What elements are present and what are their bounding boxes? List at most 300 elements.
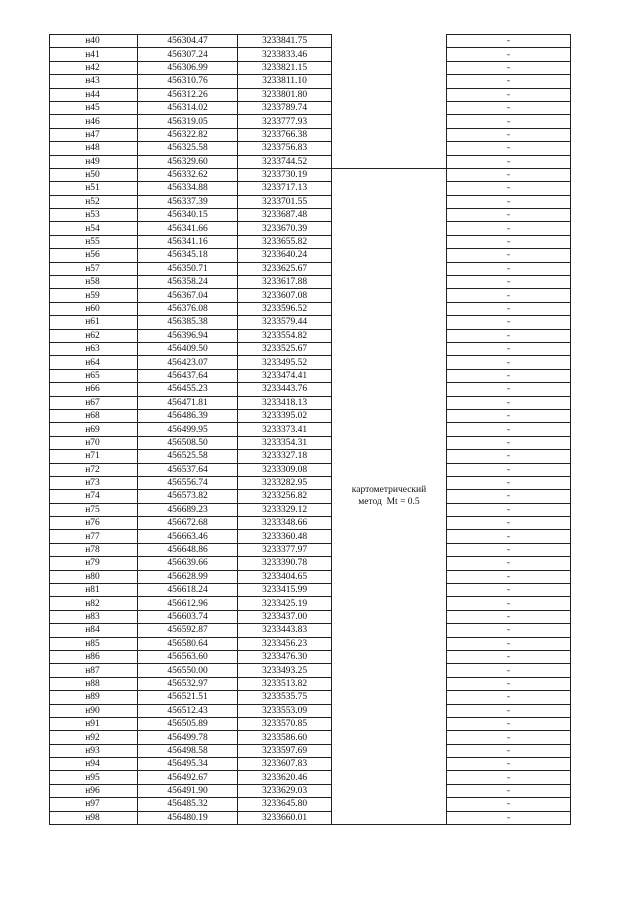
point-id-cell: н68 <box>50 409 138 422</box>
coordinates-table <box>49 34 571 825</box>
value-cell: - <box>447 182 571 195</box>
point-id-cell: н48 <box>50 142 138 155</box>
value-cell: - <box>447 396 571 409</box>
table-row <box>50 624 571 637</box>
point-id-cell: н76 <box>50 517 138 530</box>
y-coordinate-cell: 3233476.30 <box>238 650 332 663</box>
value-cell: - <box>447 503 571 516</box>
value-cell: - <box>447 409 571 422</box>
point-id-cell: н46 <box>50 115 138 128</box>
point-id-cell: н50 <box>50 168 138 181</box>
x-coordinate-cell: 456341.16 <box>138 235 238 248</box>
y-coordinate-cell: 3233586.60 <box>238 731 332 744</box>
point-id-cell: н59 <box>50 289 138 302</box>
x-coordinate-cell: 456592.87 <box>138 624 238 637</box>
x-coordinate-cell: 456358.24 <box>138 276 238 289</box>
point-id-cell: н72 <box>50 463 138 476</box>
table-row <box>50 195 571 208</box>
method-cell-empty <box>332 155 447 168</box>
table-row <box>50 731 571 744</box>
table-row <box>50 383 571 396</box>
value-cell: - <box>447 356 571 369</box>
point-id-cell: н93 <box>50 744 138 757</box>
point-id-cell: н56 <box>50 249 138 262</box>
x-coordinate-cell: 456329.60 <box>138 155 238 168</box>
point-id-cell: н53 <box>50 209 138 222</box>
y-coordinate-cell: 3233789.74 <box>238 101 332 114</box>
value-cell: - <box>447 650 571 663</box>
table-row <box>50 584 571 597</box>
x-coordinate-cell: 456350.71 <box>138 262 238 275</box>
table-row <box>50 329 571 342</box>
method-cell-empty <box>332 35 447 48</box>
point-id-cell: н75 <box>50 503 138 516</box>
x-coordinate-cell: 456306.99 <box>138 61 238 74</box>
value-cell: - <box>447 557 571 570</box>
value-cell: - <box>447 637 571 650</box>
x-coordinate-cell: 456491.90 <box>138 784 238 797</box>
point-id-cell: н69 <box>50 423 138 436</box>
value-cell: - <box>447 664 571 677</box>
x-coordinate-cell: 456563.60 <box>138 650 238 663</box>
y-coordinate-cell: 3233390.78 <box>238 557 332 570</box>
point-id-cell: н97 <box>50 798 138 811</box>
x-coordinate-cell: 456498.58 <box>138 744 238 757</box>
y-coordinate-cell: 3233607.08 <box>238 289 332 302</box>
table-row <box>50 209 571 222</box>
method-cell-empty <box>332 48 447 61</box>
x-coordinate-cell: 456532.97 <box>138 677 238 690</box>
table-row <box>50 155 571 168</box>
table-row <box>50 249 571 262</box>
point-id-cell: н96 <box>50 784 138 797</box>
point-id-cell: н98 <box>50 811 138 824</box>
table-row <box>50 610 571 623</box>
point-id-cell: н83 <box>50 610 138 623</box>
y-coordinate-cell: 3233348.66 <box>238 517 332 530</box>
value-cell: - <box>447 517 571 530</box>
y-coordinate-cell: 3233282.95 <box>238 476 332 489</box>
table-row <box>50 811 571 824</box>
y-coordinate-cell: 3233620.46 <box>238 771 332 784</box>
table-row <box>50 142 571 155</box>
x-coordinate-cell: 456508.50 <box>138 436 238 449</box>
y-coordinate-cell: 3233640.24 <box>238 249 332 262</box>
point-id-cell: н42 <box>50 61 138 74</box>
y-coordinate-cell: 3233766.38 <box>238 128 332 141</box>
value-cell: - <box>447 490 571 503</box>
y-coordinate-cell: 3233329.12 <box>238 503 332 516</box>
table-row <box>50 61 571 74</box>
table-row <box>50 436 571 449</box>
x-coordinate-cell: 456672.68 <box>138 517 238 530</box>
value-cell: - <box>447 369 571 382</box>
point-id-cell: н71 <box>50 450 138 463</box>
y-coordinate-cell: 3233596.52 <box>238 302 332 315</box>
value-cell: - <box>447 758 571 771</box>
value-cell: - <box>447 302 571 315</box>
value-cell: - <box>447 142 571 155</box>
table-row <box>50 798 571 811</box>
point-id-cell: н58 <box>50 276 138 289</box>
value-cell: - <box>447 450 571 463</box>
value-cell: - <box>447 155 571 168</box>
x-coordinate-cell: 456573.82 <box>138 490 238 503</box>
x-coordinate-cell: 456304.47 <box>138 35 238 48</box>
value-cell: - <box>447 677 571 690</box>
x-coordinate-cell: 456556.74 <box>138 476 238 489</box>
y-coordinate-cell: 3233495.52 <box>238 356 332 369</box>
point-id-cell: н66 <box>50 383 138 396</box>
table-row <box>50 276 571 289</box>
point-id-cell: н95 <box>50 771 138 784</box>
table-row <box>50 517 571 530</box>
x-coordinate-cell: 456485.32 <box>138 798 238 811</box>
table-row <box>50 409 571 422</box>
point-id-cell: н70 <box>50 436 138 449</box>
value-cell: - <box>447 168 571 181</box>
y-coordinate-cell: 3233404.65 <box>238 570 332 583</box>
table-row <box>50 35 571 48</box>
table-row <box>50 356 571 369</box>
point-id-cell: н78 <box>50 543 138 556</box>
value-cell: - <box>447 624 571 637</box>
y-coordinate-cell: 3233655.82 <box>238 235 332 248</box>
y-coordinate-cell: 3233443.76 <box>238 383 332 396</box>
x-coordinate-cell: 456580.64 <box>138 637 238 650</box>
y-coordinate-cell: 3233687.48 <box>238 209 332 222</box>
y-coordinate-cell: 3233629.03 <box>238 784 332 797</box>
y-coordinate-cell: 3233833.46 <box>238 48 332 61</box>
table-row <box>50 530 571 543</box>
x-coordinate-cell: 456521.51 <box>138 691 238 704</box>
y-coordinate-cell: 3233607.83 <box>238 758 332 771</box>
x-coordinate-cell: 456550.00 <box>138 664 238 677</box>
x-coordinate-cell: 456325.58 <box>138 142 238 155</box>
x-coordinate-cell: 456525.58 <box>138 450 238 463</box>
table-row <box>50 316 571 329</box>
table-row <box>50 450 571 463</box>
y-coordinate-cell: 3233377.97 <box>238 543 332 556</box>
point-id-cell: н88 <box>50 677 138 690</box>
y-coordinate-cell: 3233841.75 <box>238 35 332 48</box>
value-cell: - <box>447 463 571 476</box>
x-coordinate-cell: 456537.64 <box>138 463 238 476</box>
method-cell-empty <box>332 101 447 114</box>
table-row <box>50 717 571 730</box>
table-row <box>50 168 571 181</box>
value-cell: - <box>447 115 571 128</box>
point-id-cell: н84 <box>50 624 138 637</box>
table-row <box>50 570 571 583</box>
point-id-cell: н91 <box>50 717 138 730</box>
y-coordinate-cell: 3233395.02 <box>238 409 332 422</box>
x-coordinate-cell: 456332.62 <box>138 168 238 181</box>
x-coordinate-cell: 456486.39 <box>138 409 238 422</box>
value-cell: - <box>447 101 571 114</box>
x-coordinate-cell: 456376.08 <box>138 302 238 315</box>
point-id-cell: н62 <box>50 329 138 342</box>
table-row <box>50 182 571 195</box>
x-coordinate-cell: 456341.66 <box>138 222 238 235</box>
y-coordinate-cell: 3233625.67 <box>238 262 332 275</box>
x-coordinate-cell: 456345.18 <box>138 249 238 262</box>
table-row <box>50 597 571 610</box>
point-id-cell: н44 <box>50 88 138 101</box>
table-row <box>50 637 571 650</box>
point-id-cell: н61 <box>50 316 138 329</box>
x-coordinate-cell: 456648.86 <box>138 543 238 556</box>
y-coordinate-cell: 3233493.25 <box>238 664 332 677</box>
point-id-cell: н80 <box>50 570 138 583</box>
table-row <box>50 88 571 101</box>
x-coordinate-cell: 456340.15 <box>138 209 238 222</box>
y-coordinate-cell: 3233373.41 <box>238 423 332 436</box>
point-id-cell: н64 <box>50 356 138 369</box>
point-id-cell: н86 <box>50 650 138 663</box>
value-cell: - <box>447 744 571 757</box>
y-coordinate-cell: 3233525.67 <box>238 342 332 355</box>
value-cell: - <box>447 342 571 355</box>
method-label-line1: картометрический <box>351 485 427 496</box>
x-coordinate-cell: 456455.23 <box>138 383 238 396</box>
y-coordinate-cell: 3233777.93 <box>238 115 332 128</box>
point-id-cell: н65 <box>50 369 138 382</box>
table-row <box>50 476 571 489</box>
x-coordinate-cell: 456423.07 <box>138 356 238 369</box>
y-coordinate-cell: 3233443.83 <box>238 624 332 637</box>
table-row <box>50 101 571 114</box>
point-id-cell: н51 <box>50 182 138 195</box>
y-coordinate-cell: 3233701.55 <box>238 195 332 208</box>
y-coordinate-cell: 3233553.09 <box>238 704 332 717</box>
table-row <box>50 650 571 663</box>
table-row <box>50 342 571 355</box>
coordinates-table-body <box>50 35 571 825</box>
x-coordinate-cell: 456689.23 <box>138 503 238 516</box>
y-coordinate-cell: 3233425.19 <box>238 597 332 610</box>
method-cell-empty <box>332 61 447 74</box>
x-coordinate-cell: 456512.43 <box>138 704 238 717</box>
y-coordinate-cell: 3233418.13 <box>238 396 332 409</box>
x-coordinate-cell: 456396.94 <box>138 329 238 342</box>
value-cell: - <box>447 597 571 610</box>
x-coordinate-cell: 456639.66 <box>138 557 238 570</box>
y-coordinate-cell: 3233617.88 <box>238 276 332 289</box>
y-coordinate-cell: 3233437.00 <box>238 610 332 623</box>
table-row <box>50 677 571 690</box>
point-id-cell: н60 <box>50 302 138 315</box>
y-coordinate-cell: 3233645.80 <box>238 798 332 811</box>
x-coordinate-cell: 456499.78 <box>138 731 238 744</box>
value-cell: - <box>447 798 571 811</box>
point-id-cell: н47 <box>50 128 138 141</box>
y-coordinate-cell: 3233811.10 <box>238 75 332 88</box>
y-coordinate-cell: 3233456.23 <box>238 637 332 650</box>
point-id-cell: н82 <box>50 597 138 610</box>
y-coordinate-cell: 3233474.41 <box>238 369 332 382</box>
value-cell: - <box>447 530 571 543</box>
table-row <box>50 463 571 476</box>
value-cell: - <box>447 543 571 556</box>
x-coordinate-cell: 456437.64 <box>138 369 238 382</box>
value-cell: - <box>447 704 571 717</box>
table-row <box>50 302 571 315</box>
value-cell: - <box>447 584 571 597</box>
y-coordinate-cell: 3233256.82 <box>238 490 332 503</box>
x-coordinate-cell: 456310.76 <box>138 75 238 88</box>
table-row <box>50 75 571 88</box>
table-row <box>50 758 571 771</box>
value-cell: - <box>447 784 571 797</box>
x-coordinate-cell: 456480.19 <box>138 811 238 824</box>
method-cell-empty <box>332 88 447 101</box>
value-cell: - <box>447 289 571 302</box>
table-row <box>50 128 571 141</box>
point-id-cell: н67 <box>50 396 138 409</box>
value-cell: - <box>447 731 571 744</box>
value-cell: - <box>447 88 571 101</box>
point-id-cell: н87 <box>50 664 138 677</box>
point-id-cell: н55 <box>50 235 138 248</box>
x-coordinate-cell: 456319.05 <box>138 115 238 128</box>
value-cell: - <box>447 262 571 275</box>
method-cell-empty <box>332 75 447 88</box>
table-row <box>50 369 571 382</box>
value-cell: - <box>447 222 571 235</box>
x-coordinate-cell: 456603.74 <box>138 610 238 623</box>
table-row <box>50 423 571 436</box>
x-coordinate-cell: 456312.26 <box>138 88 238 101</box>
value-cell: - <box>447 35 571 48</box>
y-coordinate-cell: 3233513.82 <box>238 677 332 690</box>
y-coordinate-cell: 3233670.39 <box>238 222 332 235</box>
value-cell: - <box>447 610 571 623</box>
method-cell-empty <box>332 115 447 128</box>
table-row <box>50 490 571 503</box>
x-coordinate-cell: 456385.38 <box>138 316 238 329</box>
x-coordinate-cell: 456307.24 <box>138 48 238 61</box>
table-row <box>50 744 571 757</box>
value-cell: - <box>447 75 571 88</box>
value-cell: - <box>447 717 571 730</box>
value-cell: - <box>447 423 571 436</box>
x-coordinate-cell: 456337.39 <box>138 195 238 208</box>
value-cell: - <box>447 436 571 449</box>
point-id-cell: н40 <box>50 35 138 48</box>
table-row <box>50 503 571 516</box>
x-coordinate-cell: 456367.04 <box>138 289 238 302</box>
value-cell: - <box>447 691 571 704</box>
y-coordinate-cell: 3233756.83 <box>238 142 332 155</box>
point-id-cell: н49 <box>50 155 138 168</box>
value-cell: - <box>447 811 571 824</box>
method-cell-empty <box>332 142 447 155</box>
value-cell: - <box>447 771 571 784</box>
value-cell: - <box>447 195 571 208</box>
point-id-cell: н45 <box>50 101 138 114</box>
table-row <box>50 784 571 797</box>
y-coordinate-cell: 3233554.82 <box>238 329 332 342</box>
table-row <box>50 691 571 704</box>
point-id-cell: н79 <box>50 557 138 570</box>
value-cell: - <box>447 48 571 61</box>
point-id-cell: н90 <box>50 704 138 717</box>
table-row <box>50 222 571 235</box>
point-id-cell: н92 <box>50 731 138 744</box>
point-id-cell: н77 <box>50 530 138 543</box>
x-coordinate-cell: 456628.99 <box>138 570 238 583</box>
point-id-cell: н81 <box>50 584 138 597</box>
value-cell: - <box>447 235 571 248</box>
table-row <box>50 396 571 409</box>
point-id-cell: н63 <box>50 342 138 355</box>
x-coordinate-cell: 456495.34 <box>138 758 238 771</box>
point-id-cell: н54 <box>50 222 138 235</box>
table-row <box>50 664 571 677</box>
point-id-cell: н52 <box>50 195 138 208</box>
value-cell: - <box>447 128 571 141</box>
value-cell: - <box>447 61 571 74</box>
y-coordinate-cell: 3233660.01 <box>238 811 332 824</box>
x-coordinate-cell: 456409.50 <box>138 342 238 355</box>
y-coordinate-cell: 3233570.85 <box>238 717 332 730</box>
value-cell: - <box>447 476 571 489</box>
point-id-cell: н74 <box>50 490 138 503</box>
y-coordinate-cell: 3233415.99 <box>238 584 332 597</box>
method-cell-empty <box>332 128 447 141</box>
x-coordinate-cell: 456471.81 <box>138 396 238 409</box>
x-coordinate-cell: 456663.46 <box>138 530 238 543</box>
value-cell: - <box>447 316 571 329</box>
x-coordinate-cell: 456499.95 <box>138 423 238 436</box>
point-id-cell: н85 <box>50 637 138 650</box>
x-coordinate-cell: 456322.82 <box>138 128 238 141</box>
y-coordinate-cell: 3233821.15 <box>238 61 332 74</box>
value-cell: - <box>447 249 571 262</box>
value-cell: - <box>447 276 571 289</box>
point-id-cell: н94 <box>50 758 138 771</box>
y-coordinate-cell: 3233730.19 <box>238 168 332 181</box>
y-coordinate-cell: 3233327.18 <box>238 450 332 463</box>
table-row <box>50 115 571 128</box>
point-id-cell: н89 <box>50 691 138 704</box>
point-id-cell: н41 <box>50 48 138 61</box>
x-coordinate-cell: 456314.02 <box>138 101 238 114</box>
y-coordinate-cell: 3233801.80 <box>238 88 332 101</box>
y-coordinate-cell: 3233360.48 <box>238 530 332 543</box>
y-coordinate-cell: 3233597.69 <box>238 744 332 757</box>
table-row <box>50 235 571 248</box>
method-label-line2: метод Mt = 0.5 <box>358 497 420 508</box>
point-id-cell: н57 <box>50 262 138 275</box>
y-coordinate-cell: 3233579.44 <box>238 316 332 329</box>
y-coordinate-cell: 3233535.75 <box>238 691 332 704</box>
table-row <box>50 557 571 570</box>
x-coordinate-cell: 456612.96 <box>138 597 238 610</box>
point-id-cell: н73 <box>50 476 138 489</box>
table-row <box>50 543 571 556</box>
y-coordinate-cell: 3233309.08 <box>238 463 332 476</box>
x-coordinate-cell: 456618.24 <box>138 584 238 597</box>
table-row <box>50 48 571 61</box>
point-id-cell: н43 <box>50 75 138 88</box>
value-cell: - <box>447 329 571 342</box>
value-cell: - <box>447 383 571 396</box>
x-coordinate-cell: 456505.89 <box>138 717 238 730</box>
value-cell: - <box>447 209 571 222</box>
y-coordinate-cell: 3233354.31 <box>238 436 332 449</box>
